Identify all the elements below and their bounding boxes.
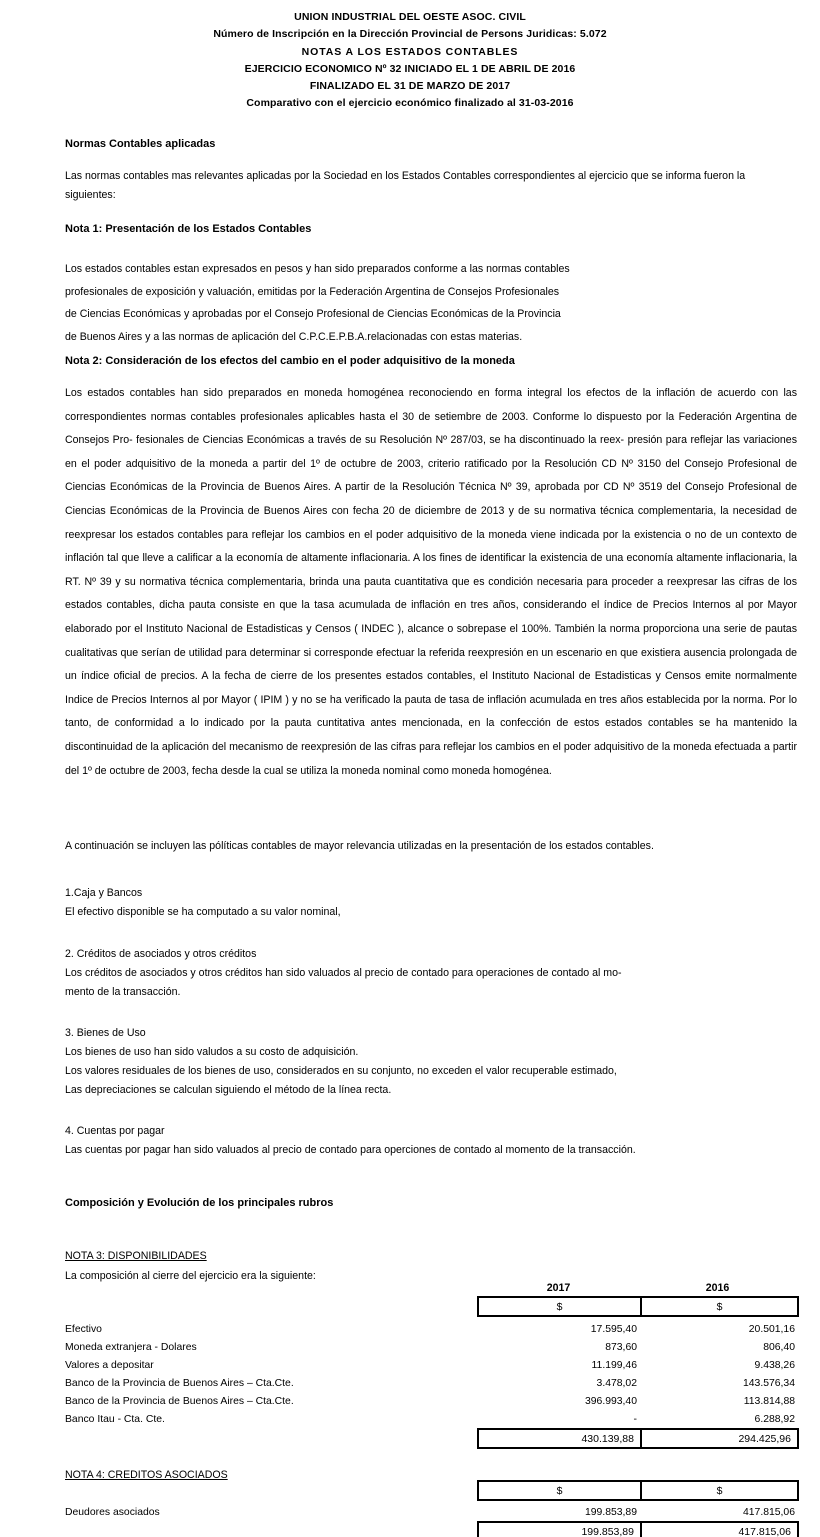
nota3-currency-2017: $ [479,1298,642,1315]
nota4-heading: NOTA 4: CREDITOS ASOCIADOS [65,1469,228,1481]
nota3-row-5-value-2016: 6.288,92 [754,1414,795,1425]
nota4-currency-2017: $ [479,1482,642,1499]
header-end-date: FINALIZADO EL 31 DE MARZO DE 2017 [309,80,511,93]
nota2-paragraph: Los estados contables han sido preparados en moneda homogénea reconociendo en forma integral los efectos de la inflación de acuerdo con las correspondientes normas contables profesionales aplicables hasta el 30 de setiembre de 2003. Conforme lo dispuesto por la Federación Argentina de Consejos Pro- fesionales de Ciencias Económicas a través de su Resolución Nº 287/03, se ha discontinuado la reex- presión para reflejar las variaciones en el poder adquisitivo de la moneda a partir del 1º de octubre de 2003, criterio ratificado por la Resolución CD Nº 3150 del Consejo Profesional de Ciencias Económicas de la Provincia de Buenos Aires. A partir de la Resolución Técnica Nº 39, aprobada por CD Nº 3519 del Consejo Profesional de Ciencias Económicas de la Provincia de Buenos Aires con fecha 20 de diciembre de 2013 y de su normativa técnica complementaria, la necesidad de reexpresar los estados contables para reflejar los cambios en el poder adquisitivo de la moneda viene indicada por la existencia o no de un contexto de inflación tal que lleve a calificar a la economía de altamente inflacionaria. A los fines de identificar la existencia de una economía altamente inflacionaria, la RT. Nº 39 y su normativa técnica complementaria, brinda una pauta cuantitativa que es condición necesaria para proceder a reexpresar las cifras de los estados contables, dicha pauta consiste en que la tasa acumulada de inflación en tres años, considerando el índice de Precios Internos al por Mayor elaborado por el Instituto Nacional de Estadisticas y Censos ( INDEC ), alcance o sobrepase el 100%. También la norma proporciona una serie de pautas cualitativas que serían de utilidad para determinar si corresponde efectuar la referida reexpresión en un escenario en que existiera ausencia prolongada de un índice oficial de precios. A la fecha de cierre de los presentes estados contables, el Instituto Nacional de Estadisticas y Censos emite normalmente Indice de Precios Internos al por Mayor ( IPIM ) y no se ha verificado la pauta de tasa de inflación acumulada en tres años establecida por la norma. Por lo tanto, de conformidad a lo indicado por la pauta cuntitativa antes mencionada, en la confección de estos estados contables se ha mantenido la discontinuidad de la aplicación del mecanismo de reexpresión de las cifras para reflejar los cambios en el poder adquisitivo de la moneda efectuada a partir del 1º de octubre de 2003, fecha desde la cual se utiliza la moneda nominal como moneda homogénea. [65,387,797,777]
normas-heading: Normas Contables aplicadas [65,138,216,150]
nota2-heading: Nota 2: Consideración de los efectos del cambio en el poder adquisitivo de la moneda [65,355,515,367]
politica-4-title: 4. Cuentas por pagar [65,1125,165,1137]
nota3-heading-block [65,1249,795,1264]
nota3-row-3-value-2016: 143.576,34 [742,1378,795,1389]
politica-2-title: 2. Créditos de asociados y otros créditos [65,948,257,960]
table-row [65,1392,795,1411]
composicion-section [65,1196,795,1210]
politica-3-line-3: Las depreciaciones se calculan siguiendo el método de la línea recta. [65,1084,392,1096]
nota4-row-0-value-2016: 417.815,06 [742,1507,795,1518]
politica-1-line-1: El efectivo disponible se ha computado a su valor nominal, [65,906,341,918]
table-row [65,1338,795,1357]
nota3-row-3-value-2017: 3.478,02 [596,1378,637,1389]
politica-2-line-2: mento de la transacción. [65,986,181,998]
politica-1-title: 1.Caja y Bancos [65,887,143,899]
table-row [65,1374,795,1393]
header-company-name: UNION INDUSTRIAL DEL OESTE ASOC. CIVIL [294,11,526,23]
nota3-row-2-value-2017: 11.199,46 [591,1360,637,1371]
nota3-row-4-value-2017: 396.993,40 [584,1396,637,1407]
politicas-intro-text: A continuación se incluyen las pólíticas contables de mayor relevancia utilizadas en la presentación de los estados contables. [65,840,654,852]
nota3-row-4-label: Banco de la Provincia de Buenos Aires – Cta.Cte. [65,1396,294,1407]
nota3-row-1-value-2016: 806,40 [763,1342,795,1353]
nota3-row-2-value-2016: 9.438,26 [754,1360,795,1371]
nota2-section [65,354,795,368]
politica-3-line-1: Los bienes de uso han sido valudos a su costo de adquisición. [65,1046,359,1058]
nota4-total-row [477,1521,799,1537]
politica-item-3 [65,1024,795,1100]
composicion-heading: Composición y Evolución de los principales rubros [65,1197,334,1209]
nota3-row-5-value-2017: - [633,1414,637,1425]
politica-3-title: 3. Bienes de Uso [65,1027,146,1039]
nota4-total-2016: 417.815,06 [738,1525,791,1537]
nota3-row-2-label: Valores a depositar [65,1360,154,1371]
document-header [0,0,820,113]
nota1-line-2: profesionales de exposición y valuación, emitidas por la Federación Argentina de Consejos Profesionales [65,285,560,298]
nota3-total-2017: 430.139,88 [479,1430,642,1447]
nota3-row-0-label: Efectivo [65,1324,102,1335]
header-comparative-note: Comparativo con el ejercicio económico finalizado al 31-03-2016 [246,97,574,110]
politica-2-line-1: Los créditos de asociados y otros créditos han sido valuados al precio de contado para operaciones de contado al mo- [65,967,622,979]
table-row [65,1356,795,1375]
nota4-row-0-label: Deudores asociados [65,1507,160,1518]
nota4-currency-row [477,1480,799,1501]
nota3-total-2016: 294.425,96 [738,1432,791,1445]
normas-intro-text: Las normas contables mas relevantes aplicadas por la Sociedad en los Estados Contables correspondientes al ejercicio que se informa fueron la siguientes: [65,170,746,201]
nota1-line-1: Los estados contables estan expresados en pesos y han sido preparados conforme a las normas contables [65,263,570,275]
nota3-subtitle: La composición al cierre del ejercicio era la siguiente: [65,1270,316,1282]
politica-item-4 [65,1122,795,1160]
nota3-total-row [477,1428,799,1449]
politica-item-1 [65,884,795,922]
nota3-currency-row [477,1296,799,1317]
table-row [65,1503,795,1522]
header-registration-number: Número de Inscripción en la Dirección Provincial de Persons Juridicas: 5.072 [213,28,607,41]
politicas-intro-block [65,838,795,855]
nota3-row-0-value-2016: 20.501,16 [748,1324,795,1335]
politica-4-line-1: Las cuentas por pagar han sido valuados al precio de contado para operciones de contado al momento de la transacción. [65,1144,636,1156]
nota3-row-1-label: Moneda extranjera - Dolares [65,1342,197,1353]
nota4-total-2017: 199.853,89 [479,1523,642,1537]
nota3-column-header-2017: 2017 [546,1282,571,1294]
nota4-row-0-value-2017: 199.853,89 [584,1507,637,1518]
header-document-title: NOTAS A LOS ESTADOS CONTABLES [301,45,519,58]
header-fiscal-year: EJERCICIO ECONOMICO Nº 32 INICIADO EL 1 DE ABRIL DE 2016 [244,62,576,75]
nota2-body [65,382,797,783]
nota1-heading: Nota 1: Presentación de los Estados Contables [65,223,312,235]
table-row [65,1410,795,1429]
nota3-row-1-value-2017: 873,60 [605,1342,637,1353]
politica-3-line-2: Los valores residuales de los bienes de uso, considerados en su conjunto, no exceden el valor recuperable estimado, [65,1065,617,1077]
table-row [65,1320,795,1339]
nota3-currency-2016: $ [716,1300,723,1313]
nota3-heading: NOTA 3: DISPONIBILIDADES [65,1250,207,1262]
nota1-line-3: de Ciencias Económicas y aprobadas por el Consejo Profesional de Ciencias Económicas de la Provincia [65,308,561,320]
nota3-row-3-label: Banco de la Provincia de Buenos Aires – Cta.Cte. [65,1378,294,1389]
normas-section [65,137,795,151]
politica-item-2 [65,945,795,1002]
nota3-row-4-value-2016: 113.814,88 [743,1396,795,1407]
nota1-line-4: de Buenos Aires y a las normas de aplicación del C.P.C.E.P.B.A.relacionadas con estas materias. [65,330,523,343]
nota3-row-0-value-2017: 17.595,40 [590,1324,637,1335]
normas-intro-block [65,167,795,205]
nota3-column-header-2016: 2016 [705,1282,730,1294]
nota3-row-5-label: Banco Itau - Cta. Cte. [65,1414,165,1425]
nota4-currency-2016: $ [716,1484,723,1497]
nota1-section [65,222,795,236]
nota1-body [65,258,795,348]
